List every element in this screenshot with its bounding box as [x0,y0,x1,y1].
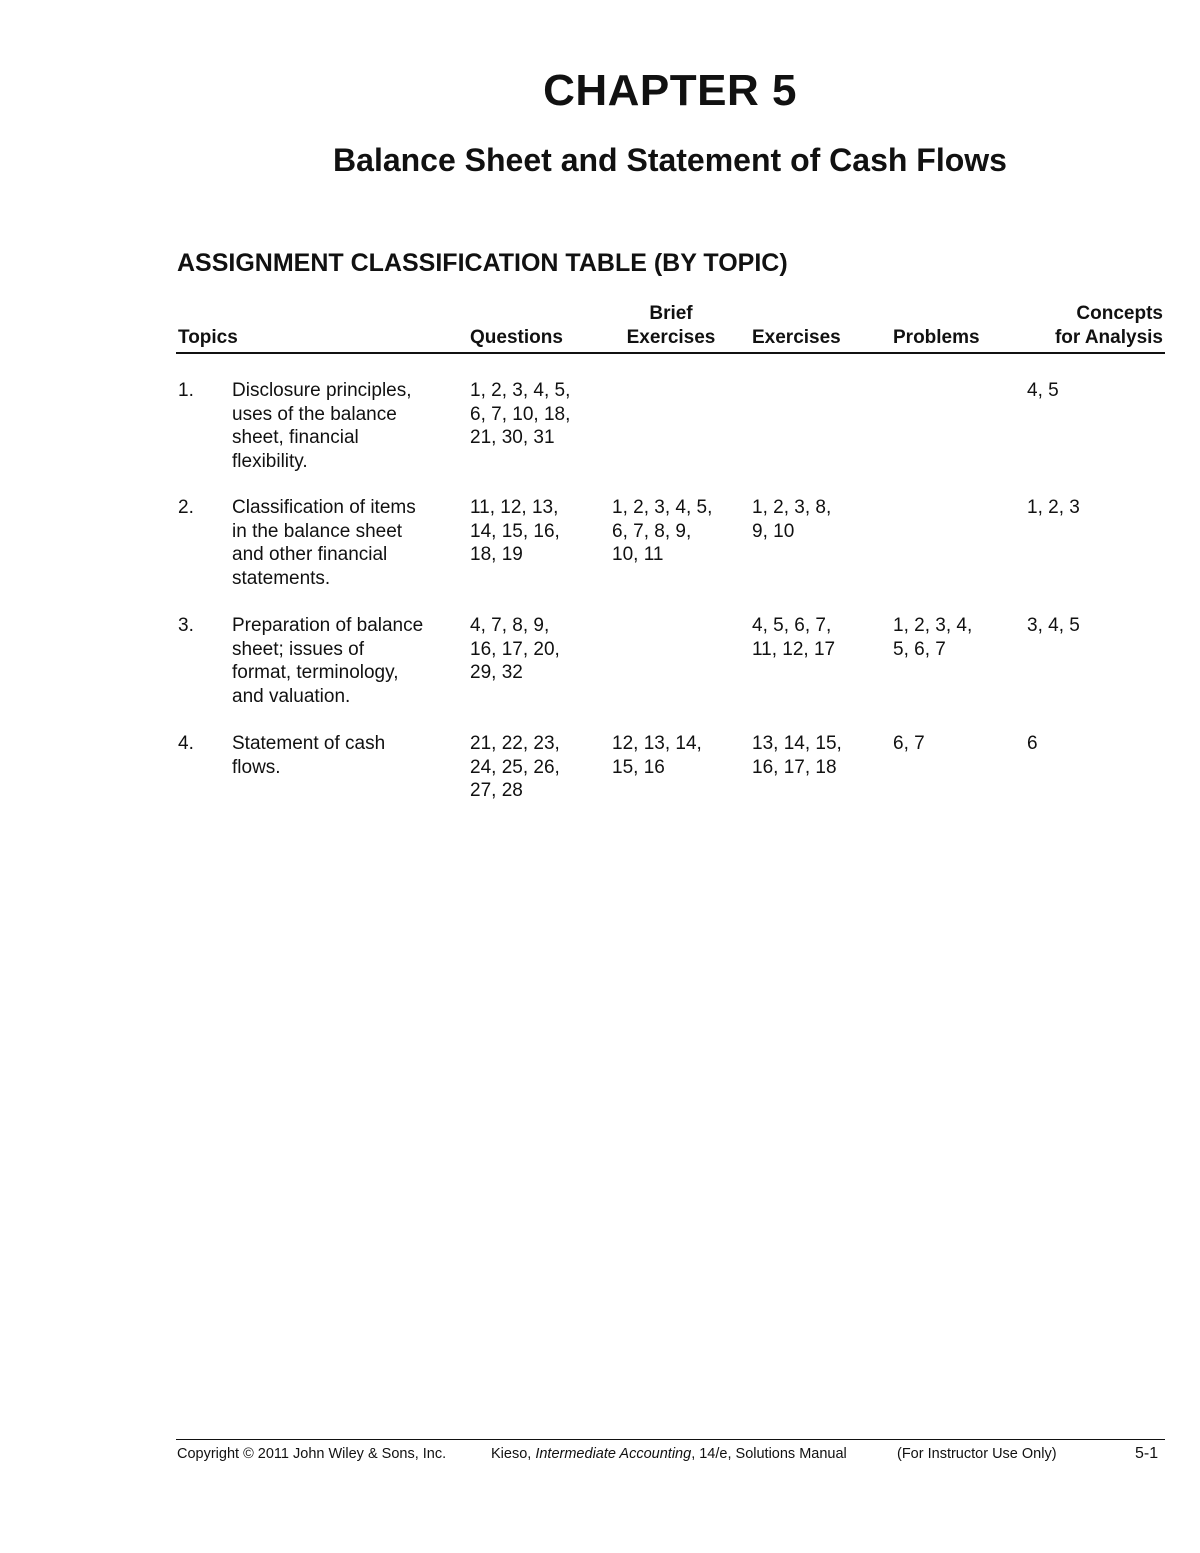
row-questions: 4, 7, 8, 9, 16, 17, 20, 29, 32 [470,615,560,683]
header-concepts-line1: Concepts [1076,303,1163,324]
row-number: 2. [178,497,194,518]
row-problems: 1, 2, 3, 4, 5, 6, 7 [893,615,973,660]
row-topic: Preparation of balance sheet; issues of format, terminology, and valuation. [232,615,424,707]
header-topics: Topics [178,327,238,348]
header-problems: Problems [893,327,980,348]
header-questions: Questions [470,327,563,348]
footer-book-citation [491,1445,847,1463]
footer-book-title: Intermediate Accounting [535,1446,692,1462]
header-concepts-for-analysis [1013,302,1163,350]
table-row [176,496,1165,614]
row-brief-exercises: 1, 2, 3, 4, 5, 6, 7, 8, 9, 10, 11 [612,497,713,565]
row-brief-exercises: 12, 13, 14, 15, 16 [612,733,702,778]
footer-copyright: Copyright © 2011 John Wiley & Sons, Inc. [177,1446,447,1462]
row-number: 3. [178,615,194,636]
chapter-title: CHAPTER 5 [543,66,797,115]
row-number: 4. [178,733,194,754]
row-exercises: 13, 14, 15, 16, 17, 18 [752,733,842,778]
row-concepts: 6 [1027,733,1038,754]
row-exercises: 4, 5, 6, 7, 11, 12, 17 [752,615,836,660]
page-number: 5-1 [1135,1445,1159,1462]
row-problems: 6, 7 [893,733,925,754]
row-questions: 1, 2, 3, 4, 5, 6, 7, 10, 18, 21, 30, 31 [470,380,571,448]
section-heading: ASSIGNMENT CLASSIFICATION TABLE (BY TOPIC) [177,249,788,277]
row-exercises: 1, 2, 3, 8, 9, 10 [752,497,832,542]
chapter-subtitle: Balance Sheet and Statement of Cash Flows [333,142,1007,178]
table-row [176,379,1165,496]
header-brief-exercises [616,302,726,350]
footer-book-author: Kieso, [491,1446,536,1462]
header-brief-line1: Brief [649,303,693,324]
footer-divider [176,1439,1165,1440]
header-exercises: Exercises [752,327,841,348]
row-number: 1. [178,380,194,401]
row-concepts: 4, 5 [1027,380,1059,401]
row-topic: Disclosure principles, uses of the balance sheet, financial flexibility. [232,380,412,472]
row-topic: Statement of cash flows. [232,733,386,778]
row-topic: Classification of items in the balance sheet and other financial statements. [232,497,416,589]
table-row [176,732,1165,812]
row-concepts: 3, 4, 5 [1027,615,1080,636]
header-brief-line2: Exercises [626,327,716,348]
header-concepts-line2: for Analysis [1054,327,1163,348]
table-header [176,300,1165,354]
assignment-classification-table [176,300,1165,812]
row-concepts: 1, 2, 3 [1027,497,1080,518]
footer-instructor-note: (For Instructor Use Only) [897,1446,1057,1462]
row-questions: 11, 12, 13, 14, 15, 16, 18, 19 [470,497,560,565]
table-row [176,614,1165,732]
row-questions: 21, 22, 23, 24, 25, 26, 27, 28 [470,733,560,801]
footer-book-edition: , 14/e, Solutions Manual [691,1446,847,1462]
